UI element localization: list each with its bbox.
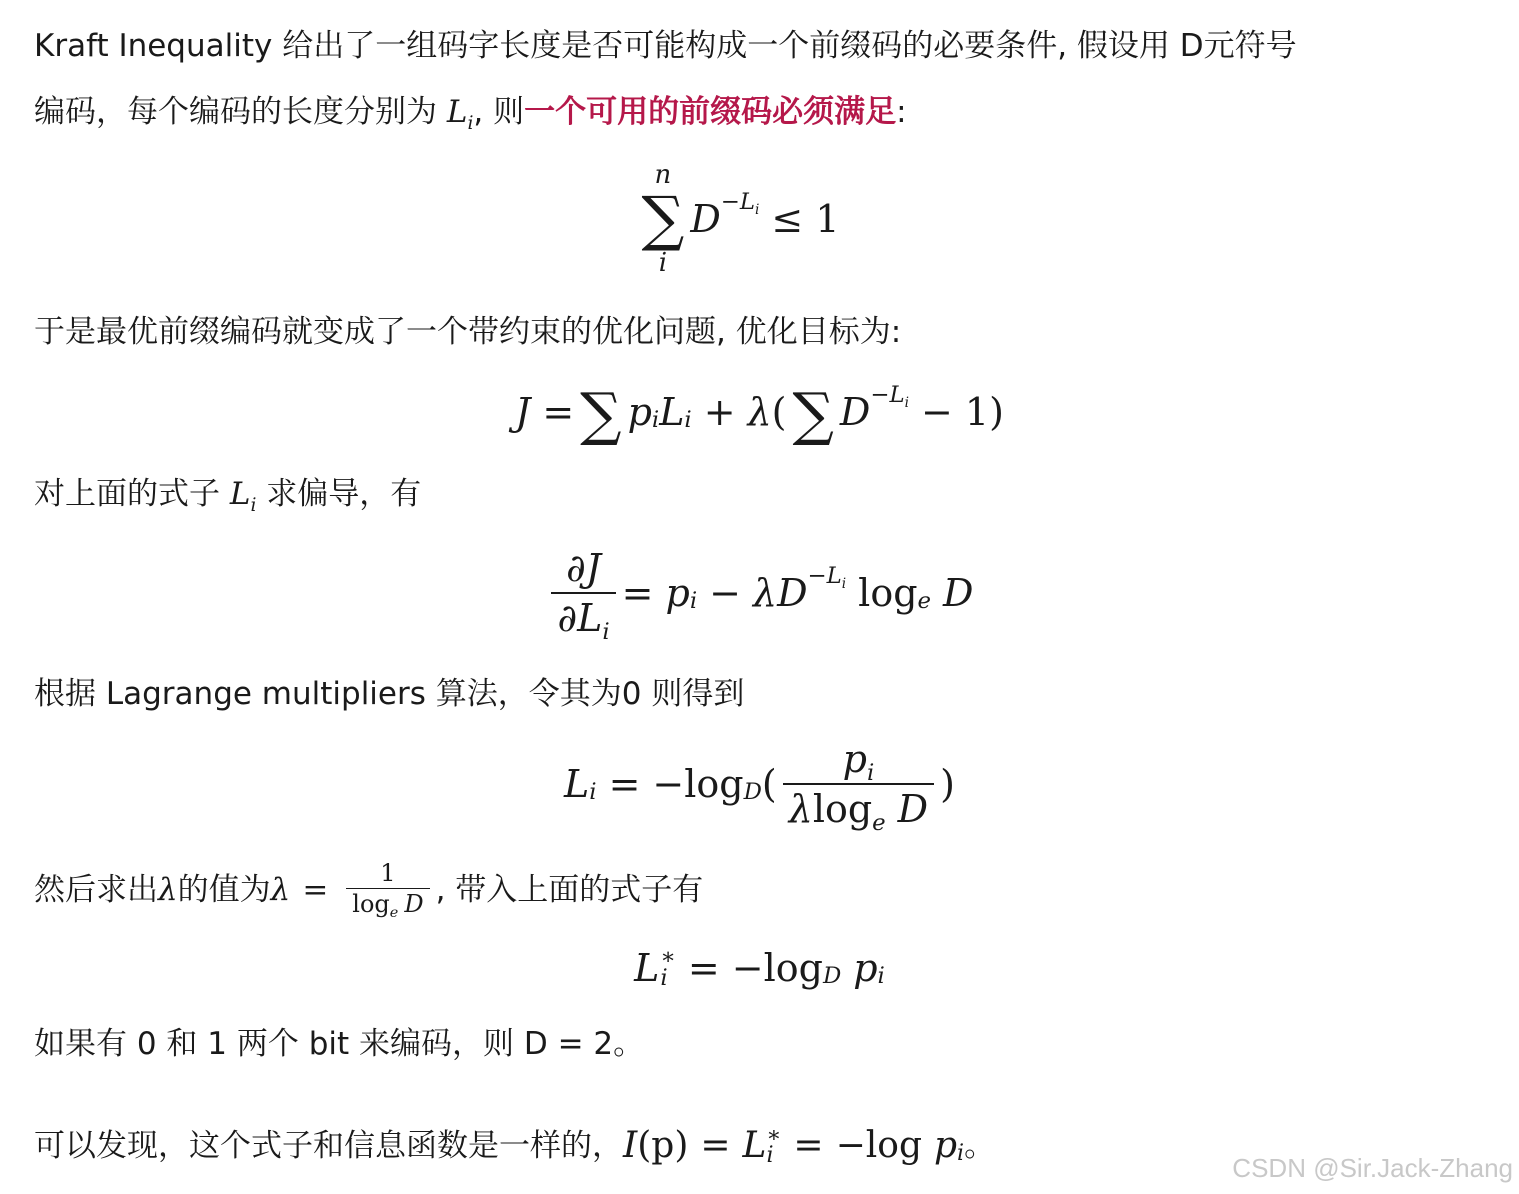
exp-sub: i [904,394,909,411]
L-sub: i [589,778,597,805]
eq-sign: = [302,872,329,908]
D: D [777,571,808,615]
minus: − [709,571,741,615]
L-sup: ∗ [660,944,676,971]
L-sup: ∗ [766,1123,782,1149]
equation-lagrangian [0,372,1519,452]
equation-solution [0,730,1519,838]
log: log [858,571,918,615]
equation-kraft [0,156,1497,282]
base-D: D [690,197,721,241]
exp-L: L [889,381,905,408]
paragraph-information [34,1120,995,1172]
log-sub: D [743,778,762,805]
J: J [515,390,531,434]
L-scripts [660,944,676,991]
frac-den-sub: e [389,904,399,921]
lparen: ( [761,762,777,806]
exponent [807,562,847,592]
p: p [627,390,652,434]
exponent [870,381,909,411]
L: L [634,946,660,990]
relation: ≤ 1 [771,197,840,241]
paren-p: (p) [637,1125,689,1166]
exp-sub: i [755,201,760,218]
exp-sub: i [841,575,847,592]
D: D [839,390,871,434]
eq-sign: = [687,946,720,990]
log: log [865,1125,922,1166]
eq-sign: = [542,390,575,434]
kraft-intro-text: Kraft Inequality 给出了一组码字长度是否可能构成一个前缀码的必要条件, 假设用 D元符号 [34,28,1297,64]
rparen: ) [940,762,955,806]
lambda-2: λ [270,872,291,908]
lparen: ( [771,390,787,434]
L: L [564,762,590,806]
frac-den-log: log [352,889,390,918]
eq-sign-2: = [793,1125,824,1166]
line2-pre: 编码，每个编码的长度分别为 [34,94,447,130]
minus: − [731,946,764,990]
p-sub: i [651,406,660,433]
exp-L: L [739,188,756,215]
lambda: λ [158,872,178,908]
sum-operator [641,162,684,276]
D2: D [943,571,974,615]
log-sub: e [917,587,932,614]
var-L: L [446,94,468,130]
sigma-symbol-2: ∑ [792,380,834,448]
frac-den: ∂L [557,596,603,640]
binary-text: 如果有 0 和 1 两个 bit 来编码，则 D = 2。 [34,1026,645,1062]
sigma-symbol: ∑ [641,184,685,254]
info-end: 。 [964,1128,996,1164]
p: p [933,1125,958,1166]
frac-num: 1 [380,858,396,887]
exp-L: L [826,562,842,589]
plus: + [703,390,736,434]
log: log [684,762,744,806]
sum-lower: i [658,248,668,278]
p-sub: i [957,1141,965,1166]
csdn-watermark: CSDN @Sir.Jack-Zhang [1232,1153,1513,1183]
paragraph-optimization [34,310,901,354]
exp-minus: − [807,562,827,589]
var-L-sub: i [250,494,257,516]
optimization-text: 于是最优前缀编码就变成了一个带约束的优化问题, 优化目标为: [34,314,902,350]
log: log [763,946,823,990]
L: L [659,390,685,434]
exp-minus: − [870,381,890,408]
frac-num: p [842,737,867,781]
p-sub: i [689,587,698,614]
frac-den-D: D [897,787,929,831]
lambda: λ [747,390,772,434]
lagrange-text: 根据 Lagrange multipliers 算法，令其为0 则得到 [34,676,745,712]
L-scripts [766,1123,782,1168]
info-pre: 可以发现，这个式子和信息函数是一样的， [34,1128,623,1164]
p: p [665,571,690,615]
frac-den-lambda: λ [788,787,813,831]
frac-den-log-sub: e [872,809,886,836]
lambda-mid: 的值为 [177,872,271,908]
lambda-fraction [346,860,429,921]
sigma-symbol: ∑ [580,380,622,448]
log-sub: D [822,962,842,989]
paragraph-binary [34,1022,644,1066]
eq-sign: = [700,1125,731,1166]
minus: − [652,762,685,806]
lambda: λ [752,571,778,615]
lambda-pre: 然后求出 [34,872,158,908]
partial-fraction [551,546,615,645]
frac-den-sub: i [602,618,610,645]
L-sub: i [766,1143,774,1168]
frac-num-sub: i [866,759,875,786]
I: I [623,1125,638,1166]
exp-minus: − [720,188,740,215]
L-sub: i [660,965,668,991]
var-L-sub: i [467,112,474,134]
minus: − [835,1125,866,1166]
exponent [720,188,760,218]
sum-upper: n [654,160,672,190]
paragraph-lambda [34,860,703,920]
paragraph-kraft-intro [34,24,1297,68]
L: L [742,1125,767,1166]
highlight-text: 一个可用的前缀码必须满足 [524,94,897,130]
var-L: L [229,476,251,512]
frac-num: ∂J [566,546,602,590]
L-sub: i [684,406,692,433]
tail: − 1) [920,390,1004,434]
equation-optimal [0,936,1519,1000]
paragraph-derivative [34,472,421,521]
lambda-post: , 带入上面的式子有 [435,872,704,908]
p-sub: i [877,962,885,989]
paragraph-lagrange [34,672,744,716]
p: p [853,946,878,990]
line2-mid: , 则 [473,94,525,130]
equation-derivative [0,538,1519,648]
derivative-post: 求偏导，有 [256,476,422,512]
line2-end: : [896,94,907,130]
paragraph-kraft-intro-2 [34,90,907,139]
eq-sign: = [608,762,641,806]
eq-sign: = [621,571,654,615]
frac-den-D: D [404,889,424,918]
solution-fraction [783,737,934,836]
derivative-pre: 对上面的式子 [34,476,230,512]
frac-den-log: log [812,787,873,831]
